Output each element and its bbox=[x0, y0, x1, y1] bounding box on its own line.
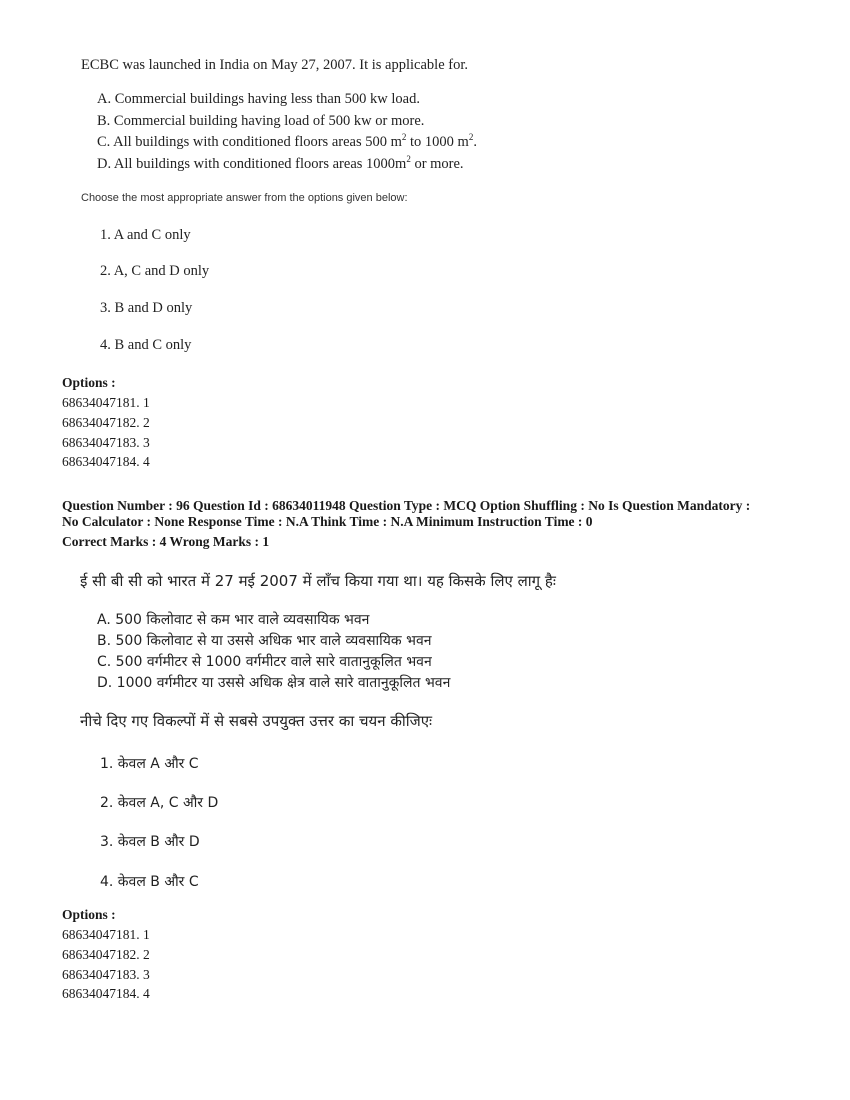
option-item: 68634047182. 2 bbox=[62, 946, 150, 962]
hindi-choice-3: 3. केवल B और D bbox=[100, 834, 200, 850]
option-item: 68634047182. 2 bbox=[62, 414, 150, 430]
english-instruction: Choose the most appropriate answer from the options given below: bbox=[81, 192, 408, 204]
statement-d: D. All buildings with conditioned floors areas $1000m^2$ or more. bbox=[97, 153, 464, 172]
hindi-question-text: ई सी बी सी को भारत में 27 मई 2007 में लाँच किया गया था। यह किसके लिए लागू हैः bbox=[80, 572, 556, 590]
options-label: Options : bbox=[62, 907, 116, 922]
english-choice-2: 2. A, C and D only bbox=[100, 263, 210, 279]
options-label: Options : bbox=[62, 375, 116, 390]
hindi-statement-a: A. 500 किलोवाट से कम भार वाले व्यवसायिक भवन bbox=[97, 612, 370, 628]
hindi-statement-b: B. 500 किलोवाट से या उससे अधिक भार वाले व्यवसायिक भवन bbox=[97, 633, 432, 649]
option-item: 68634047183. 3 bbox=[62, 434, 150, 450]
option-item: 68634047184. 4 bbox=[62, 986, 150, 1002]
hindi-statements bbox=[97, 610, 450, 694]
option-item: 68634047181. 1 bbox=[62, 927, 150, 942]
option-item: 68634047181. 1 bbox=[62, 395, 150, 410]
option-item: 68634047184. 4 bbox=[62, 454, 150, 470]
hindi-choice-2: 2. केवल A, C और D bbox=[100, 795, 219, 811]
question-meta-line2: No Calculator : None Response Time : N.A Think Time : N.A Minimum Instruction Time : 0 bbox=[62, 514, 593, 529]
statement-a: A. Commercial buildings having less than 500 kw load. bbox=[97, 91, 420, 107]
hindi-choice-4: 4. केवल B और C bbox=[100, 874, 199, 890]
english-choice-3: 3. B and D only bbox=[100, 300, 193, 316]
english-choice-4: 4. B and C only bbox=[100, 337, 192, 353]
hindi-choice-1: 1. केवल A और C bbox=[100, 756, 199, 772]
marks-info: Correct Marks : 4 Wrong Marks : 1 bbox=[62, 534, 270, 549]
options-list bbox=[62, 925, 150, 1004]
english-choice-1: 1. A and C only bbox=[100, 227, 191, 243]
english-statements bbox=[97, 89, 477, 175]
statement-b: B. Commercial building having load of 500 kw or more. bbox=[97, 112, 425, 129]
options-list bbox=[62, 393, 150, 472]
hindi-statement-c: C. 500 वर्गमीटर से 1000 वर्गमीटर वाले सारे वातानुकूलित भवन bbox=[97, 654, 432, 670]
option-item: 68634047183. 3 bbox=[62, 966, 150, 982]
question-meta-line1: Question Number : 96 Question Id : 68634011948 Question Type : MCQ Option Shuffling : No Is Question Mandatory : bbox=[62, 498, 751, 513]
english-question-text: ECBC was launched in India on May 27, 2007. It is applicable for. bbox=[81, 57, 468, 73]
statement-c: C. All buildings with conditioned floors areas 500 $m^2$ to 1000 $m^2$. bbox=[97, 132, 477, 150]
hindi-instruction: नीचे दिए गए विकल्पों में से सबसे उपयुक्त उत्तर का चयन कीजिएः bbox=[80, 712, 433, 730]
hindi-statement-d: D. 1000 वर्गमीटर या उससे अधिक क्षेत्र वाले सारे वातानुकूलित भवन bbox=[97, 675, 451, 691]
